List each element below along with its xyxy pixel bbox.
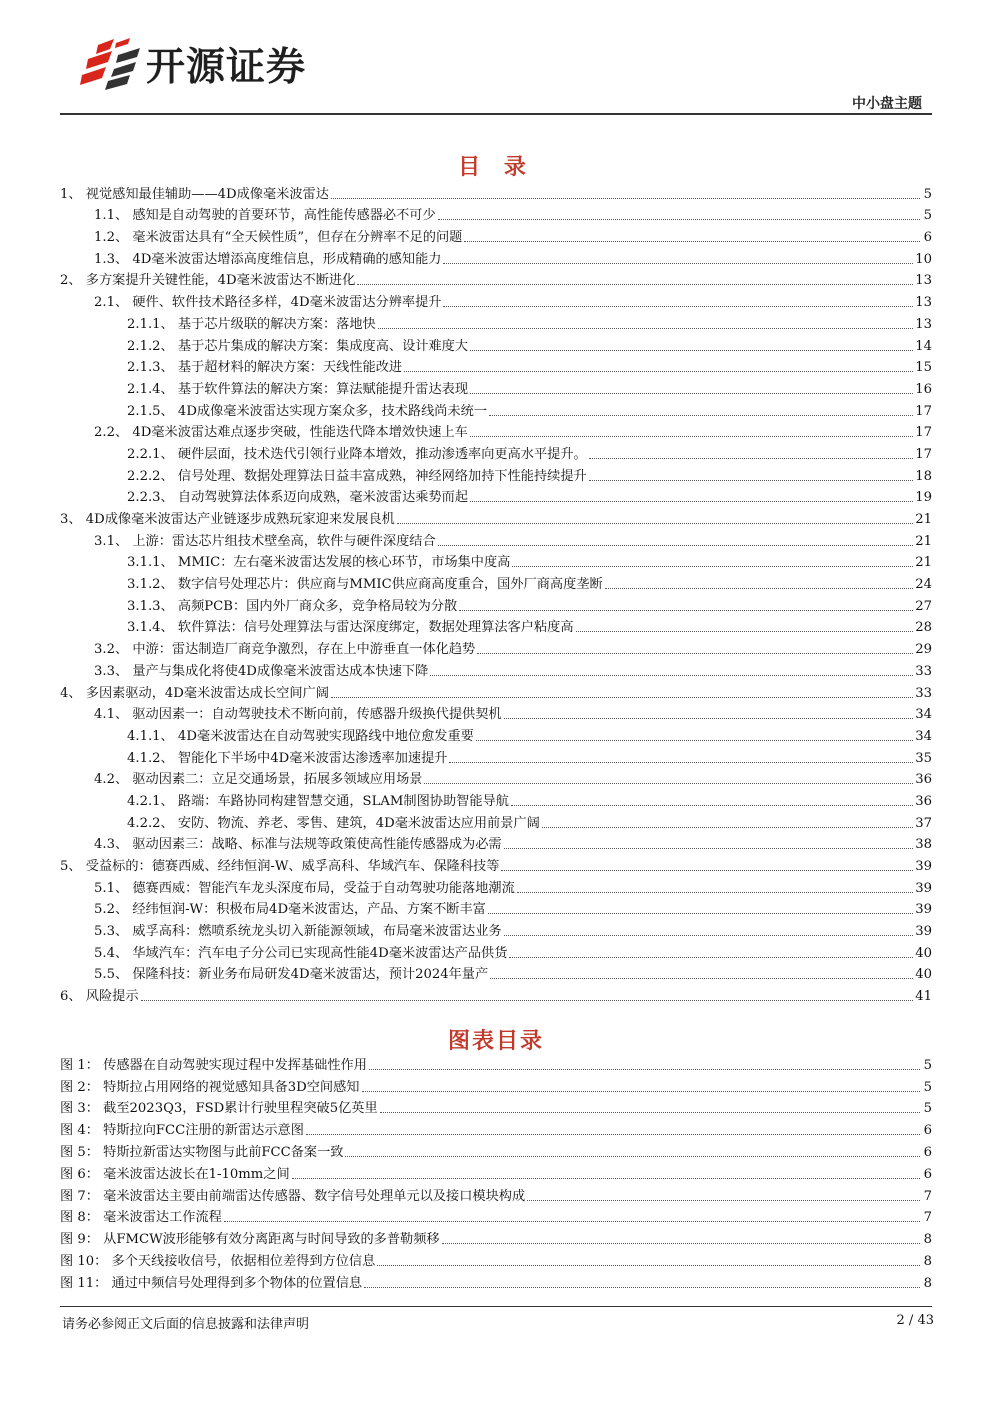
- dot-leader: [512, 565, 913, 567]
- dot-leader: [430, 674, 913, 676]
- toc-entry-page: 35: [915, 750, 932, 766]
- dot-leader: [589, 479, 913, 481]
- toc-entry-page: 33: [915, 685, 932, 701]
- footer-disclaimer: 请务必参阅正文后面的信息披露和法律声明: [62, 1317, 310, 1332]
- figure-entry[interactable]: [60, 1226, 932, 1248]
- toc-entry-page: 13: [915, 295, 932, 311]
- toc-entry-label: 4.2.1、 路端：车路协同构建智慧交通，SLAM制图协助智能导航: [127, 793, 509, 809]
- toc-entry-page: 41: [915, 989, 932, 1005]
- toc-entry[interactable]: [60, 550, 932, 572]
- figure-entry[interactable]: [60, 1139, 932, 1161]
- figure-entry-label: 图 7： 毫米波雷达主要由前端雷达传感器、数字信号处理单元以及接口模块构成: [60, 1188, 526, 1204]
- toc-entry-page: 37: [915, 815, 932, 831]
- dot-leader: [369, 1068, 920, 1070]
- dot-leader: [489, 414, 913, 416]
- toc-entry[interactable]: [60, 680, 932, 702]
- toc-entry[interactable]: [60, 333, 932, 355]
- toc-entry-page: 28: [915, 620, 932, 636]
- dot-leader: [470, 392, 913, 394]
- toc-entry-label: 3、 4D成像毫米波雷达产业链逐步成熟玩家迎来发展良机: [60, 512, 395, 527]
- figure-entry[interactable]: [60, 1183, 932, 1205]
- dot-leader: [397, 522, 913, 524]
- toc-entry[interactable]: [60, 723, 932, 745]
- page-number: 2 / 43: [896, 1313, 934, 1328]
- dot-leader: [470, 435, 913, 437]
- toc-entry-label: 2.1.2、 基于芯片集成的解决方案：集成度高、设计难度大: [127, 338, 469, 354]
- toc-entry-label: 3.3、 量产与集成化将使4D成像毫米波雷达成本快速下降: [94, 663, 429, 679]
- toc-entry-label: 5.2、 经纬恒润-W：积极布局4D毫米波雷达，产品、方案不断丰富: [94, 902, 486, 918]
- figure-entry[interactable]: [60, 1270, 932, 1292]
- figure-entry-page: 5: [923, 1057, 932, 1073]
- section-tag: 中小盘主题: [852, 96, 922, 112]
- toc-entry-label: 4.3、 驱动因素三：战略、标准与法规等政策使高性能传感器成为必需: [94, 837, 502, 853]
- figure-list: [60, 1052, 932, 1292]
- header-divider: [60, 113, 932, 115]
- figure-entry-page: 6: [923, 1166, 932, 1182]
- dot-leader: [404, 370, 913, 372]
- toc-entry-label: 2.1.5、 4D成像毫米波雷达实现方案众多，技术路线尚未统一: [127, 403, 488, 419]
- toc-entry[interactable]: [60, 615, 932, 637]
- dot-leader: [605, 587, 914, 589]
- toc-entry-page: 6: [923, 230, 932, 246]
- toc-entry-label: 2.1.4、 基于软件算法的解决方案：算法赋能提升雷达表现: [127, 381, 469, 397]
- dot-leader: [331, 197, 920, 199]
- toc-entry[interactable]: [60, 203, 932, 225]
- toc-entry[interactable]: [60, 268, 932, 290]
- dot-leader: [488, 912, 913, 914]
- figure-entry-page: 6: [923, 1123, 932, 1139]
- dot-leader: [449, 761, 913, 763]
- toc-entry-page: 17: [915, 446, 932, 462]
- toc-entry[interactable]: [60, 376, 932, 398]
- dot-leader: [527, 1199, 920, 1201]
- toc-entry-label: 3.1、 上游：雷达芯片组技术壁垒高，软件与硬件深度结合: [94, 533, 436, 549]
- dot-leader: [357, 283, 913, 285]
- dot-leader: [345, 1155, 920, 1157]
- toc-entry-label: 4.2.2、 安防、物流、养老、零售、建筑，4D毫米波雷达应用前景广阔: [127, 815, 540, 831]
- dot-leader: [476, 739, 913, 741]
- toc-entry-page: 21: [915, 533, 932, 549]
- toc-entry-label: 5.5、 保隆科技：新业务布局研发4D毫米波雷达，预计2024年量产: [94, 967, 489, 983]
- toc-entry[interactable]: [60, 441, 932, 463]
- figure-entry-label: 图 8： 毫米波雷达工作流程: [60, 1210, 222, 1226]
- figure-entry-label: 图 2： 特斯拉占用网络的视觉感知具备3D空间感知: [60, 1079, 360, 1095]
- toc-entry[interactable]: [60, 485, 932, 507]
- figure-entry[interactable]: [60, 1117, 932, 1139]
- dot-leader: [459, 609, 913, 611]
- toc-entry[interactable]: [60, 853, 932, 875]
- toc-entry[interactable]: [60, 571, 932, 593]
- toc-entry-page: 17: [915, 403, 932, 419]
- dot-leader: [364, 1286, 920, 1288]
- toc-entry[interactable]: [60, 658, 932, 680]
- toc-entry[interactable]: [60, 636, 932, 658]
- toc-entry-label: 5.1、 德赛西威：智能汽车龙头深度布局，受益于自动驾驶功能落地潮流: [94, 880, 515, 896]
- figure-entry[interactable]: [60, 1096, 932, 1118]
- toc-entry-label: 4、 多因素驱动，4D毫米波雷达成长空间广阔: [60, 685, 329, 701]
- toc-entry-page: 19: [915, 490, 932, 506]
- toc-entry-label: 3.1.4、 软件算法：信号处理算法与雷达深度绑定，数据处理算法客户粘度高: [127, 620, 574, 636]
- toc-entry[interactable]: [60, 810, 932, 832]
- toc-entry-label: 4.2、 驱动因素二：立足交通场景，拓展多领域应用场景: [94, 772, 423, 788]
- figure-entry-page: 5: [923, 1101, 932, 1117]
- toc-entry[interactable]: [60, 832, 932, 854]
- toc-entry[interactable]: [60, 398, 932, 420]
- toc-entry-page: 13: [915, 316, 932, 332]
- dot-leader: [576, 630, 914, 632]
- figure-entry-label: 图 1： 传感器在自动驾驶实现过程中发挥基础性作用: [60, 1057, 367, 1073]
- figure-entry[interactable]: [60, 1052, 932, 1074]
- toc-entry[interactable]: [60, 463, 932, 485]
- toc-entry-page: 36: [915, 772, 932, 788]
- toc-entry[interactable]: [60, 918, 932, 940]
- toc-entry-label: 2.1、 硬件、软件技术路径多样，4D毫米波雷达分辨率提升: [94, 295, 442, 311]
- toc-entry-label: 2.1.1、 基于芯片级联的解决方案：落地快: [127, 316, 376, 332]
- toc-entry[interactable]: [60, 875, 932, 897]
- figure-entry[interactable]: [60, 1205, 932, 1227]
- toc-entry-page: 36: [915, 793, 932, 809]
- toc-entry[interactable]: [60, 962, 932, 984]
- toc-entry-page: 18: [915, 468, 932, 484]
- company-logo: [78, 34, 306, 94]
- dot-leader: [501, 869, 913, 871]
- toc-entry-label: 2.1.3、 基于超材料的解决方案：天线性能改进: [127, 360, 403, 376]
- dot-leader: [504, 717, 914, 719]
- dot-leader: [377, 1264, 920, 1266]
- toc-entry-page: 14: [915, 338, 932, 354]
- toc-entry-label: 5.4、 华域汽车：汽车电子分公司已实现高性能4D毫米波雷达产品供货: [94, 945, 508, 961]
- toc-entry-page: 16: [915, 381, 932, 397]
- toc-entry-page: 21: [915, 555, 932, 571]
- toc-entry-page: 21: [915, 512, 932, 527]
- toc-entry[interactable]: [60, 224, 932, 246]
- dot-leader: [306, 1133, 920, 1135]
- toc-entry-page: 38: [915, 837, 932, 853]
- toc-entry[interactable]: [60, 897, 932, 919]
- dot-leader: [442, 1242, 920, 1244]
- toc-entry-page: 27: [915, 598, 932, 614]
- dot-leader: [464, 240, 920, 242]
- toc-entry[interactable]: [60, 528, 932, 550]
- figure-entry[interactable]: [60, 1161, 932, 1183]
- dot-leader: [504, 847, 914, 849]
- dot-leader: [542, 826, 913, 828]
- toc-entry-page: 17: [915, 425, 932, 441]
- figure-entry-page: 8: [923, 1275, 932, 1291]
- toc-entry-label: 5.3、 威孚高科：燃喷系统龙头切入新能源领域，布局毫米波雷达业务: [94, 924, 502, 940]
- toc-entry[interactable]: [60, 788, 932, 810]
- dot-leader: [438, 544, 914, 546]
- toc-entry-label: 1、 视觉感知最佳辅助——4D成像毫米波雷达: [60, 186, 329, 202]
- toc-entry-page: 15: [915, 360, 932, 376]
- dot-leader: [424, 782, 913, 784]
- dot-leader: [362, 1090, 921, 1092]
- figure-list-title: 图表目录: [447, 1029, 544, 1054]
- figure-entry-page: 7: [923, 1188, 932, 1204]
- toc-entry-page: 39: [915, 924, 932, 940]
- figure-entry-label: 图 9： 从FMCW波形能够有效分离距离与时间导致的多普勒频移: [60, 1232, 440, 1248]
- footer-divider: [60, 1306, 932, 1307]
- dot-leader: [511, 804, 913, 806]
- toc-entry-page: 24: [915, 577, 932, 593]
- toc-entry-page: 34: [915, 707, 932, 723]
- toc-entry-label: 2、 多方案提升关键性能，4D毫米波雷达不断进化: [60, 273, 356, 289]
- toc-entry-page: 13: [915, 273, 932, 289]
- toc-entry-label: 5、 受益标的：德赛西威、经纬恒润-W、威孚高科、华域汽车、保隆科技等: [60, 859, 500, 874]
- figure-entry-label: 图 5： 特斯拉新雷达实物图与此前FCC备案一致: [60, 1144, 344, 1160]
- toc-entry-label: 2.2、 4D毫米波雷达难点逐步突破，性能迭代降本增效快速上车: [94, 425, 468, 441]
- dot-leader: [141, 999, 914, 1001]
- toc-entry-label: 4.1.1、 4D毫米波雷达在自动驾驶实现路线中地位愈发重要: [127, 728, 474, 744]
- figure-entry-label: 图 11： 通过中频信号处理得到多个物体的位置信息: [60, 1275, 363, 1291]
- toc-entry-page: 40: [915, 967, 932, 983]
- toc-entry[interactable]: [60, 767, 932, 789]
- toc-entry[interactable]: [60, 246, 932, 268]
- toc-entry-page: 34: [915, 728, 932, 744]
- toc-entry-page: 40: [915, 945, 932, 961]
- toc-entry-label: 3.1.3、 高频PCB：国内外厂商众多，竞争格局较为分散: [127, 598, 458, 614]
- dot-leader: [224, 1220, 920, 1222]
- figure-entry-page: 5: [923, 1079, 932, 1095]
- dot-leader: [470, 500, 913, 502]
- figure-entry-page: 6: [923, 1144, 932, 1160]
- toc-entry[interactable]: [60, 702, 932, 724]
- toc-entry-label: 2.2.1、 硬件层面，技术迭代引领行业降本增效，推动渗透率向更高水平提升。: [127, 446, 587, 462]
- toc-entry-label: 1.3、 4D毫米波雷达增添高度维信息，形成精确的感知能力: [94, 251, 442, 267]
- page-header: [60, 28, 932, 112]
- toc-entry[interactable]: [60, 420, 932, 442]
- toc-entry[interactable]: [60, 593, 932, 615]
- toc-entry-page: 39: [915, 902, 932, 918]
- dot-leader: [292, 1177, 920, 1179]
- toc-entry[interactable]: [60, 311, 932, 333]
- table-of-contents: [60, 181, 932, 1005]
- figure-entry-label: 图 3： 截至2023Q3，FSD累计行驶里程突破5亿英里: [60, 1101, 378, 1117]
- toc-entry-label: 2.2.2、 信号处理、数据处理算法日益丰富成熟，神经网络加持下性能持续提升: [127, 468, 587, 484]
- figure-entry[interactable]: [60, 1074, 932, 1096]
- toc-entry-page: 5: [923, 186, 932, 202]
- toc-entry-label: 3.1.1、 MMIC：左右毫米波雷达发展的核心环节，市场集中度高: [127, 555, 511, 571]
- dot-leader: [509, 956, 913, 958]
- toc-entry[interactable]: [60, 289, 932, 311]
- logo-text: 开源证券: [146, 45, 307, 90]
- toc-entry[interactable]: [60, 983, 932, 1005]
- toc-entry[interactable]: [60, 181, 932, 203]
- dot-leader: [477, 652, 913, 654]
- dot-leader: [378, 327, 913, 329]
- figure-entry-page: 8: [923, 1232, 932, 1248]
- dot-leader: [443, 262, 913, 264]
- toc-entry-label: 6、 风险提示: [60, 989, 139, 1005]
- dot-leader: [517, 891, 913, 893]
- dot-leader: [443, 305, 913, 307]
- toc-entry-label: 4.1.2、 智能化下半场中4D毫米波雷达渗透率加速提升: [127, 750, 448, 766]
- toc-entry-page: 33: [915, 663, 932, 679]
- toc-entry-page: 39: [915, 859, 932, 874]
- dot-leader: [470, 349, 913, 351]
- figure-entry-label: 图 10： 多个天线接收信号，依据相位差得到方位信息: [60, 1253, 376, 1269]
- figure-entry-label: 图 4： 特斯拉向FCC注册的新雷达示意图: [60, 1123, 304, 1139]
- toc-entry[interactable]: [60, 745, 932, 767]
- toc-entry-label: 3.1.2、 数字信号处理芯片：供应商与MMIC供应商高度重合，国外厂商高度垄断: [127, 577, 603, 593]
- toc-entry-page: 5: [923, 208, 932, 224]
- figure-entry-page: 8: [923, 1253, 932, 1269]
- toc-title: 目 录: [458, 155, 534, 180]
- toc-entry-label: 2.2.3、 自动驾驶算法体系迈向成熟，毫米波雷达乘势而起: [127, 490, 469, 506]
- toc-entry-label: 4.1、 驱动因素一：自动驾驶技术不断向前，传感器升级换代提供契机: [94, 707, 502, 723]
- figure-entry[interactable]: [60, 1248, 932, 1270]
- toc-entry-page: 10: [915, 251, 932, 267]
- dot-leader: [589, 457, 913, 459]
- toc-entry-page: 29: [915, 642, 932, 658]
- dot-leader: [380, 1111, 920, 1113]
- toc-entry-label: 1.1、 感知是自动驾驶的首要环节，高性能传感器必不可少: [94, 208, 436, 224]
- toc-entry-page: 39: [915, 880, 932, 896]
- figure-entry-page: 7: [923, 1210, 932, 1226]
- toc-entry-label: 3.2、 中游：雷达制造厂商竞争激烈，存在上中游垂直一体化趋势: [94, 642, 476, 658]
- figure-entry-label: 图 6： 毫米波雷达波长在1-10mm之间: [60, 1166, 290, 1182]
- dot-leader: [438, 218, 920, 220]
- dot-leader: [504, 934, 914, 936]
- toc-entry-label: 1.2、 毫米波雷达具有“全天候性质”，但存在分辨率不足的问题: [94, 230, 463, 246]
- toc-entry[interactable]: [60, 940, 932, 962]
- dot-leader: [331, 696, 913, 698]
- logo-mark-icon: [78, 35, 142, 93]
- toc-entry[interactable]: [60, 355, 932, 377]
- toc-entry[interactable]: [60, 506, 932, 528]
- dot-leader: [490, 977, 913, 979]
